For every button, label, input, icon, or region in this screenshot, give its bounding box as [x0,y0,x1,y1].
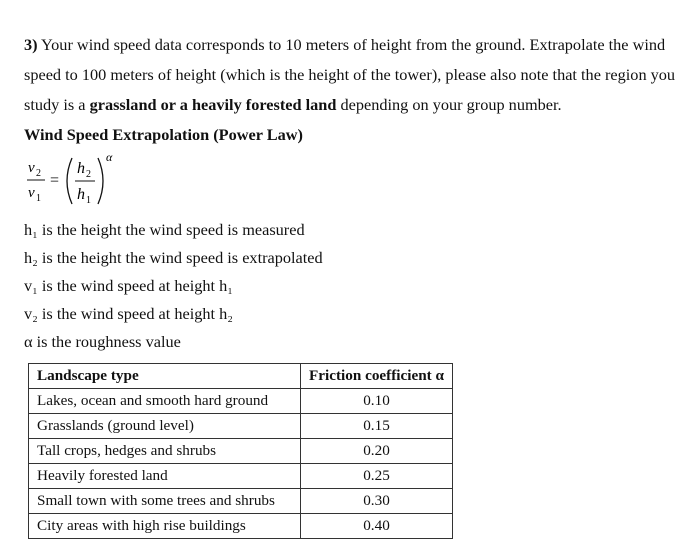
formula-right-paren [98,158,103,204]
question-line-3-prefix: study is a [24,95,90,114]
formula-h2-sub: 2 [86,169,91,180]
friction-coefficient-table [28,363,453,539]
cell-coefficient: 0.10 [301,389,453,414]
cell-landscape: Small town with some trees and shrubs [29,489,301,514]
question-line-3-bold: grassland or a heavily forested land [89,95,337,114]
definition-v2: v₂ is the wind speed at height h₂ [24,304,233,323]
table-row [29,389,453,414]
question-line-1: Your wind speed data corresponds to 10 meters of height from the ground. Extrapolate the wind [41,35,666,54]
header-friction-coefficient: Friction coefficient α [301,364,453,389]
document-page [24,30,688,539]
question-line-2: speed to 100 meters of height (which is the height of the tower), please also note that the region you [24,65,676,84]
definition-h2: h₂ is the height the wind speed is extrapolated [24,248,323,267]
cell-landscape: City areas with high rise buildings [29,514,301,539]
formula-h1-sub: 1 [86,195,91,206]
table-row [29,414,453,439]
cell-landscape: Tall crops, hedges and shrubs [29,439,301,464]
cell-coefficient: 0.20 [301,439,453,464]
question-paragraph [24,30,688,120]
formula-v2: v [28,160,35,176]
cell-landscape: Lakes, ocean and smooth hard ground [29,389,301,414]
header-landscape-type: Landscape type [29,364,301,389]
cell-coefficient: 0.40 [301,514,453,539]
cell-coefficient: 0.15 [301,414,453,439]
table-row [29,439,453,464]
question-line-3-suffix: depending on your group number. [336,95,562,114]
definitions-list [24,216,688,356]
section-heading: Wind Speed Extrapolation (Power Law) [24,125,303,144]
question-number: 3) [24,35,38,54]
cell-coefficient: 0.30 [301,489,453,514]
table-row [29,464,453,489]
cell-landscape: Grasslands (ground level) [29,414,301,439]
table-row [29,514,453,539]
formula-exponent-alpha: α [106,150,113,164]
cell-landscape: Heavily forested land [29,464,301,489]
formula-v2-sub: 2 [36,168,41,179]
definition-h1: h₁ is the height the wind speed is measured [24,220,305,239]
power-law-formula [26,150,688,214]
formula-left-paren [67,158,72,204]
formula-h1: h [77,186,85,203]
definition-v1: v₁ is the wind speed at height h₁ [24,276,233,295]
table-header-row [29,364,453,389]
definition-alpha: α is the roughness value [24,332,181,351]
formula-v1: v [28,185,35,201]
table-row [29,489,453,514]
formula-h2: h [77,160,85,177]
formula-v1-sub: 1 [36,193,41,204]
formula-equals: = [50,172,60,189]
cell-coefficient: 0.25 [301,464,453,489]
